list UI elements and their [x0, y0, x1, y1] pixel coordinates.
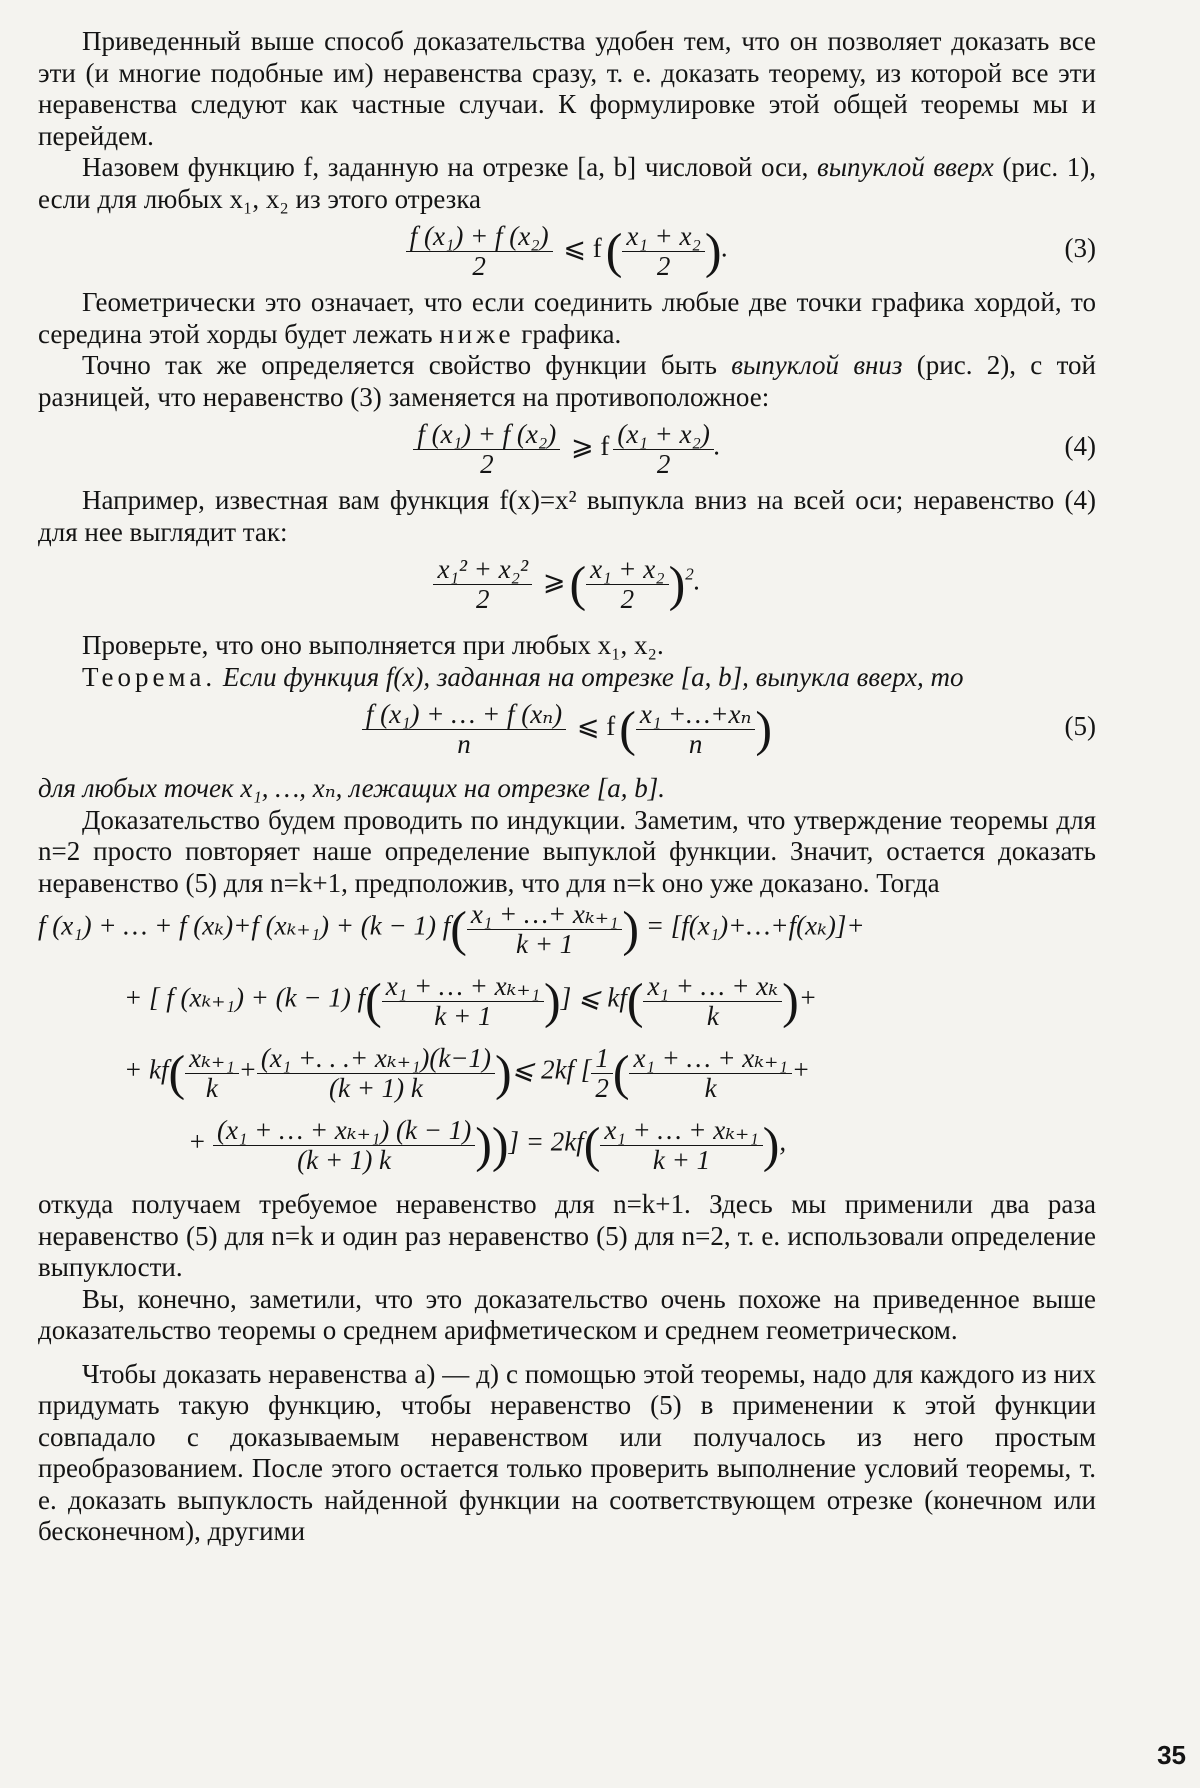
fraction — [586, 554, 668, 613]
relation: ⩽ f — [576, 710, 616, 741]
expr-part: + — [238, 1054, 257, 1085]
paragraph-definition — [38, 152, 1096, 215]
denominator: n — [457, 729, 471, 759]
numerator: x₁ + x₂ — [622, 221, 704, 252]
fraction — [185, 1043, 238, 1102]
numerator: x₁ + x₂ — [586, 554, 668, 585]
denominator: k + 1 — [434, 1001, 492, 1031]
equation-number: (4) — [1064, 431, 1096, 461]
numerator: x₁ + … + xₖ₊₁ — [629, 1043, 791, 1074]
denominator: k — [704, 1073, 717, 1103]
expr-part: + kf — [124, 1054, 169, 1085]
denominator: k + 1 — [516, 929, 574, 959]
fraction — [600, 1115, 762, 1174]
theorem-label: Теорема. — [82, 661, 217, 692]
numerator: xₖ₊₁ — [185, 1043, 238, 1074]
fraction — [643, 971, 782, 1030]
text-span: (рис. 1), если для любых x₁, x₂ из этого отрезка — [38, 152, 1096, 214]
paragraph-intro: Приведенный выше способ доказательства удобен тем, что он позволяет доказать все эти (и многие подобные им) неравенства сразу, т. е. доказать теорему, из которой все эти неравенства следуют как частные случаи. К формулировке этой общей теоремы мы и перейдем. — [38, 26, 1096, 151]
numerator: (x₁ + x₂) — [613, 419, 713, 450]
denominator: 2 — [480, 449, 494, 479]
emphasis-below: ниже — [439, 318, 515, 349]
fraction — [467, 899, 623, 958]
numerator: f (x₁) + … + f (xₙ) — [362, 699, 566, 730]
fraction — [413, 419, 560, 478]
equation-3: $\frac{\text{f (x₁) + f (x₂)}}{2}$ ⩽ f( $\frac{\text{x₁ + x₂}}{2}$ ). (3) — [38, 215, 1096, 287]
theorem-statement: Если функция f(x), заданная на отрезке [a, b], выпукла вверх, то — [216, 661, 964, 692]
equation-5: $\frac{\text{f (x₁) + … + f (xₙ)}}{n}$ ⩽ f( $\frac{\text{x₁ +…+xₙ}}{n}$ ) (5) — [38, 693, 1096, 773]
fraction — [433, 554, 532, 613]
numerator: f (x₁) + f (x₂) — [406, 221, 553, 252]
numerator: x₁ + … + xₖ₊₁ — [382, 971, 544, 1002]
numerator: x₁ + … + xₖ₊₁ — [600, 1115, 762, 1146]
exponent: 2 — [685, 564, 694, 584]
text-span: графика. — [514, 318, 622, 349]
expr-part: = [f(x₁)+…+f(xₖ)]+ — [645, 910, 865, 941]
term-convex-down: выпуклой вниз — [731, 350, 903, 380]
fraction — [613, 419, 713, 478]
denominator: n — [688, 729, 703, 759]
expr-part: + — [188, 1126, 207, 1157]
expr-part: ⩽ 2kf [ — [511, 1054, 592, 1085]
term-convex-up: выпуклой вверх — [816, 152, 994, 182]
induction-line-4: + $\frac{\text{(x₁ + … + xₖ₊₁) (k − 1)}}{(k + 1) k}$ ))] = 2kf( $\frac{\text{x₁ + … + xₖ₊₁}}{k + 1}$ ), — [188, 1115, 787, 1175]
numerator: x₁² + x₂² — [433, 554, 532, 585]
numerator: x₁ + … + xₖ — [643, 971, 782, 1002]
numerator: x₁ + …+ xₖ₊₁ — [467, 899, 623, 930]
expr-part: ] ⩽ kf — [560, 982, 627, 1013]
fraction — [591, 1043, 613, 1102]
text-span: Точно так же определяется свойство функции быть — [82, 350, 732, 380]
equation-number: (5) — [1064, 711, 1096, 741]
denominator: k + 1 — [652, 1145, 711, 1175]
equation-4: $\frac{\text{f (x₁) + f (x₂)}}{2}$ ⩾ f $\frac{\text{(x₁ + x₂)}}{2}$ . (4) — [38, 413, 1096, 485]
denominator: (k + 1) k — [328, 1073, 423, 1103]
paragraph-example: Например, известная вам функция f(x)=x² выпукла вниз на всей оси; неравенство (4) для нее выглядит так: — [38, 485, 1096, 547]
paragraph-conclusion: откуда получаем требуемое неравенство для n=k+1. Здесь мы применили два раза неравенство (5) для n=k и один раз неравенство (5) для n=2, т. е. использовали определение выпуклости. — [38, 1189, 1096, 1282]
expr-part: + [ f (xₖ₊₁) + (k − 1) f — [124, 982, 366, 1013]
fraction — [257, 1043, 495, 1102]
paragraph-theorem — [38, 662, 1096, 694]
fraction — [406, 221, 553, 280]
text-column — [38, 26, 1096, 1548]
numerator: (x₁ + … + xₖ₊₁) (k − 1) — [213, 1115, 475, 1146]
induction-line-2: + [ f (xₖ₊₁) + (k − 1) f( $\frac{\text{x₁ + … + xₖ₊₁}}{k + 1}$ )] ⩽ kf( $\frac{\text{x₁ + … + xₖ}}{k}$ )+ — [124, 971, 818, 1031]
expr-part: f (x₁) + … + f (xₖ)+f (xₖ₊₁) + (k − 1) f — [38, 910, 451, 941]
fraction — [636, 699, 756, 758]
expr-part: + — [791, 1054, 811, 1085]
text-span: Геометрически это означает, что если соединить любые две точки графика хордой, то середина этой хорды будет лежать — [38, 287, 1096, 349]
denominator: 2 — [656, 251, 671, 281]
fraction — [213, 1115, 475, 1174]
expr-part: ] = 2kf — [508, 1126, 584, 1157]
denominator: 2 — [476, 584, 490, 614]
relation: ⩾ f — [571, 430, 610, 461]
paragraph-convex-down — [38, 350, 1096, 413]
fraction — [622, 221, 704, 280]
text-span: (рис. 2), с той разницей, что неравенство (3) заменяется на противоположное: — [38, 350, 1096, 412]
denominator: 2 — [595, 1073, 609, 1103]
numerator: f (x₁) + f (x₂) — [413, 419, 560, 450]
fraction — [382, 971, 544, 1030]
denominator: 2 — [656, 449, 671, 479]
equation-number: (3) — [1064, 233, 1096, 263]
induction-line-3: + kf( $\frac{\text{xₖ₊₁}}{k}$ + $\frac{\text{(x₁ +. . .+ xₖ₊₁)(k−1)}}{(k + 1) k}$ )⩽ 2kf [ $\frac{1}{2}$ ( $\frac{\text{x₁ + … + xₖ₊₁}}{k}$ + — [124, 1043, 811, 1103]
numerator: 1 — [591, 1043, 613, 1074]
numerator: (x₁ +. . .+ xₖ₊₁)(k−1) — [257, 1043, 495, 1074]
text-span: Назовем функцию f, заданную на отрезке [a, b] числовой оси, — [82, 152, 817, 182]
expr-part: , — [779, 1126, 787, 1157]
relation: ⩾ — [542, 565, 566, 596]
denominator: (k + 1) k — [297, 1145, 392, 1175]
expr-part: + — [798, 982, 818, 1013]
denominator: k — [205, 1073, 218, 1103]
induction-line-1: f (x₁) + … + f (xₖ)+f (xₖ₊₁) + (k − 1) f( $\frac{\text{x₁ + …+ xₖ₊₁}}{k + 1}$ ) = [f(x₁)+…+f(xₖ)]+ — [38, 899, 865, 959]
paragraph-theorem-end: для любых точек x₁, …, xₙ, лежащих на отрезке [a, b]. — [38, 773, 666, 803]
denominator: 2 — [620, 584, 635, 614]
paragraph-application: Чтобы доказать неравенства а) — д) с помощью этой теоремы, надо для каждого из них придумать такую функцию, чтобы неравенство (5) в применении к этой функции совпадало с доказываемым неравенством или получалось из него простым преобразованием. После этого остается только проверить выполнение условий теоремы, т. е. доказать выпуклость найденной функции на соответствующем отрезке (конечном или бесконечном), другими — [38, 1358, 1096, 1546]
denominator: 2 — [472, 251, 486, 281]
equation-square: $\frac{\text{x₁² + x₂²}}{2}$ ⩾( $\frac{\text{x₁ + x₂}}{2}$ )$^2$. — [38, 548, 1096, 630]
paragraph-geometry — [38, 287, 1096, 350]
paragraph-check: Проверьте, что оно выполняется при любых x₁, x₂. — [82, 630, 664, 660]
fraction — [629, 1043, 791, 1102]
denominator: k — [706, 1001, 719, 1031]
paragraph-proof: Доказательство будем проводить по индукции. Заметим, что утверждение теоремы для n=2 просто повторяет наше определение выпуклой функции. Значит, остается доказать неравенство (5) для n=k+1, предположив, что для n=k оно уже доказано. Тогда — [38, 804, 1096, 898]
relation: ⩽ f — [563, 232, 602, 263]
fraction — [362, 699, 566, 758]
paragraph-remark: Вы, конечно, заметили, что это доказательство очень похоже на приведенное выше доказательство теоремы о среднем арифметическом и среднем геометрическом. — [38, 1283, 1096, 1345]
numerator: x₁ +…+xₙ — [636, 699, 756, 730]
page-number: 35 — [1157, 1740, 1186, 1770]
